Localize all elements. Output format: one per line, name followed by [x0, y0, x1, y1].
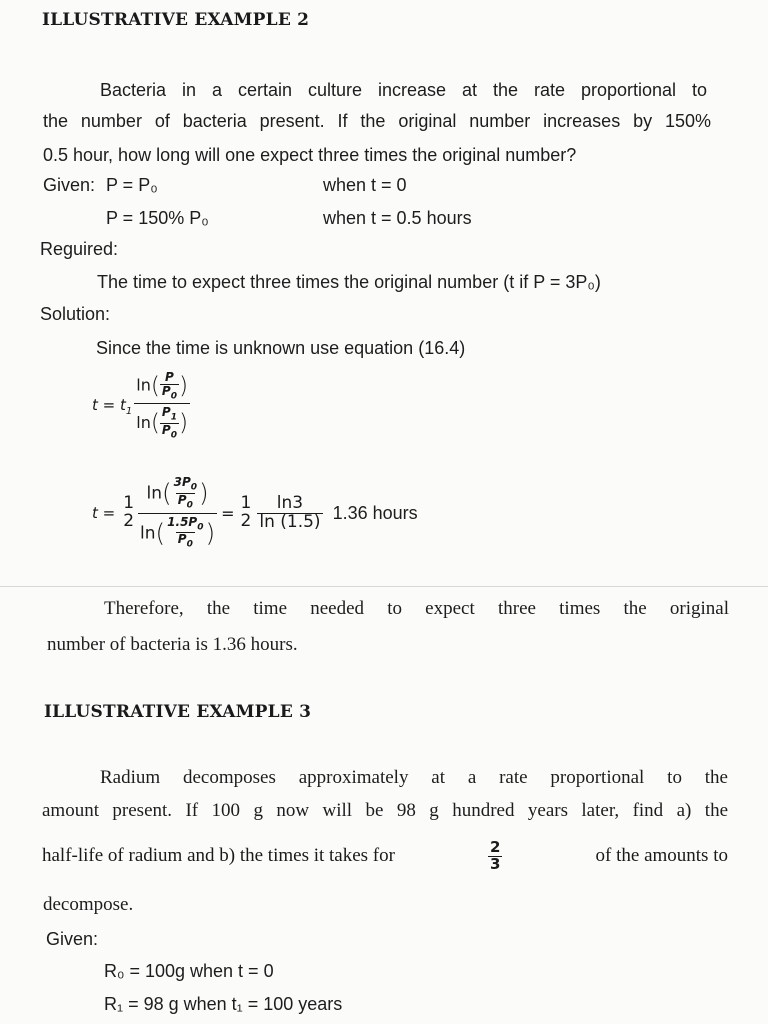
problem-text-line: amount present. If 100 g now will be 98 g hundred years later, find a) the [42, 800, 728, 821]
page-divider [0, 586, 768, 587]
problem-text-line: Bacteria in a certain culture increase at the rate proportional to [100, 80, 707, 100]
given-condition: R₀ = 100g when t = 0 [104, 961, 274, 981]
example-2-heading: ILLUSTRATIVE EXAMPLE 2 [42, 10, 310, 30]
equation-half-life: $t = t_1$ ln( $\frac{P}{P_0}$ ) ln( $\frac{P_1}{P_0}$ ) [92, 369, 188, 441]
problem-text-fragment: of the amounts to [595, 845, 728, 866]
given-label: Given: [43, 175, 96, 195]
given-label: Given: [46, 929, 99, 949]
solution-label: Solution: [40, 304, 111, 324]
given-condition: R₁ = 98 g when t₁ = 100 years [104, 994, 343, 1014]
given-condition: when t = 0.5 hours [323, 208, 472, 228]
problem-text-line: Radium decomposes approximately at a rate proportional to the [100, 767, 728, 788]
given-condition: P = 150% P₀ [106, 208, 209, 228]
problem-text-line [42, 832, 728, 880]
required-label: Reguired: [40, 239, 119, 259]
fraction-two-thirds: $\frac{2}{3}$ [490, 837, 501, 873]
given-condition: when t = 0 [323, 175, 407, 195]
given-condition: P = P₀ [106, 175, 158, 195]
required-text: The time to expect three times the original number (t if P = 3P₀) [97, 272, 601, 292]
equation-result: t = 1 2 ln( $\frac{3P_0}{P_0}$ ) ln( $\frac{1.5P_0}{P_0}$ ) = 1 2 $\frac{\ln 3}{\ln (1.5)}$ 1.36 hours [92, 474, 418, 550]
problem-text-line: 0.5 hour, how long will one expect three times the original number? [43, 145, 577, 165]
solution-text: Since the time is unknown use equation (16.4) [96, 338, 466, 358]
example-3-heading: ILLUSTRATIVE EXAMPLE 3 [44, 702, 312, 722]
conclusion-text-line: number of bacteria is 1.36 hours. [47, 634, 298, 655]
problem-text-line: the number of bacteria present. If the original number increases by 150% [43, 111, 711, 131]
problem-text-fragment: half-life of radium and b) the times it takes for [42, 845, 395, 866]
conclusion-text-line: Therefore, the time needed to expect three times the original [104, 598, 729, 619]
problem-text-line: decompose. [43, 894, 134, 915]
